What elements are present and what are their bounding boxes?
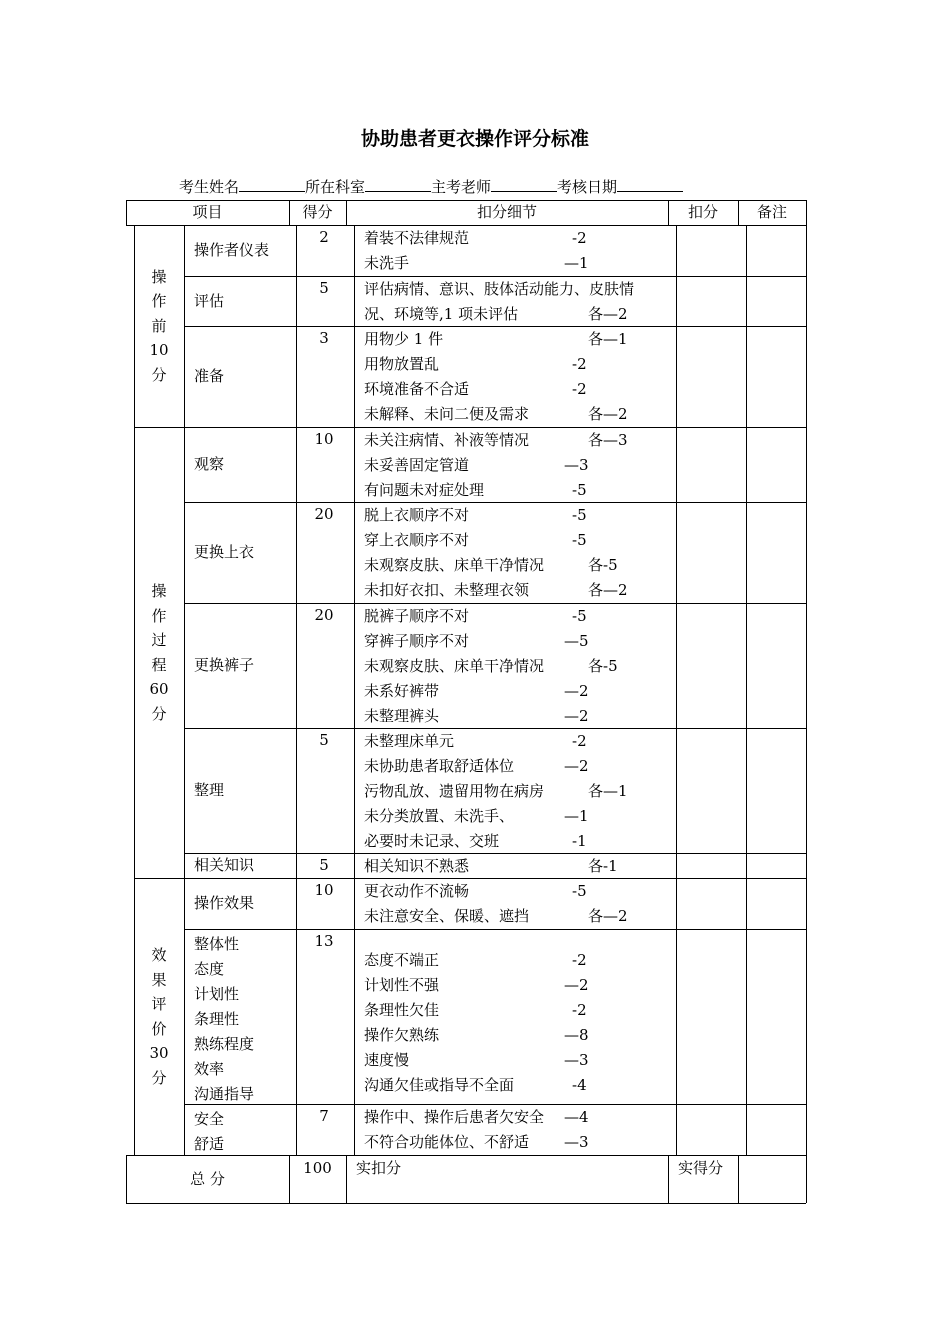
item-label: 熟练程度	[194, 1035, 255, 1053]
deduction-points: —2	[564, 757, 589, 775]
deduction-points: -1	[572, 832, 587, 850]
deduction-item	[364, 604, 587, 629]
deduction-item	[364, 854, 618, 879]
total-score: 100	[303, 1159, 332, 1177]
deduction-text: 未协助患者取舒适体位	[364, 757, 515, 775]
deduction-item	[364, 654, 618, 679]
item-label: 相关知识	[194, 856, 255, 874]
deduction-text: 沟通欠佳或指导不全面	[364, 1076, 515, 1094]
deduction-points: —2	[564, 707, 589, 725]
header-deduct: 扣分	[687, 203, 718, 221]
deduction-text: 必要时未记录、交班	[364, 832, 500, 850]
section-label-char: 分	[151, 1068, 167, 1087]
section-label-char: 操	[151, 267, 167, 286]
deduction-item	[364, 1023, 589, 1048]
name-blank	[239, 177, 305, 192]
row-divider	[184, 929, 806, 930]
deduction-points: -2	[572, 380, 587, 398]
item-label: 舒适	[194, 1135, 225, 1153]
section-label-char: 分	[151, 365, 167, 384]
footer-bottom-border	[126, 1203, 806, 1204]
deduction-points: -5	[572, 882, 587, 900]
item-score: 7	[319, 1107, 329, 1125]
item-label: 操作效果	[194, 894, 255, 912]
deduction-text: 穿上衣顺序不对	[364, 531, 470, 549]
section-label-char: 前	[151, 316, 167, 335]
deduction-item	[364, 503, 587, 528]
deduction-points: 各—2	[588, 405, 628, 423]
deduction-points: -5	[572, 531, 587, 549]
item-score: 5	[319, 856, 329, 874]
deduction-points: —5	[564, 632, 589, 650]
header-score: 得分	[302, 203, 333, 221]
deduction-points: —2	[564, 976, 589, 994]
deduction-points: -2	[572, 1001, 587, 1019]
deduction-points: -2	[572, 229, 587, 247]
deduction-points: 各-5	[588, 556, 618, 574]
deduction-text: 操作欠熟练	[364, 1026, 440, 1044]
deduction-points: -5	[572, 607, 587, 625]
date-label: 考核日期	[557, 178, 618, 196]
deduction-text: 未分类放置、未洗手、	[364, 807, 515, 825]
section-label-char: 30	[149, 1044, 169, 1062]
deduction-points: -2	[572, 355, 587, 373]
deduction-text: 脱上衣顺序不对	[364, 506, 470, 524]
body-column-line	[354, 225, 355, 1155]
item-score: 2	[319, 228, 329, 246]
deduction-points: -2	[572, 732, 587, 750]
item-label: 整理	[194, 781, 225, 799]
section-label-char: 价	[151, 1019, 167, 1038]
deduction-item	[364, 1073, 587, 1098]
deduction-points: -5	[572, 506, 587, 524]
deduction-text: 速度慢	[364, 1051, 410, 1069]
deduction-text: 未系好裤带	[364, 682, 440, 700]
section-label-char: 分	[151, 704, 167, 723]
deduction-item	[364, 804, 589, 829]
item-score: 3	[319, 329, 329, 347]
header-right-border	[806, 200, 807, 225]
deduction-item	[364, 302, 628, 327]
deduction-points: —8	[564, 1026, 589, 1044]
deduction-item	[364, 1105, 589, 1130]
deduction-item	[364, 779, 628, 804]
deduction-item	[364, 829, 587, 854]
deduction-text: 未观察皮肤、床单干净情况	[364, 556, 545, 574]
item-score: 5	[319, 731, 329, 749]
section-label-char: 作	[151, 292, 167, 311]
deduction-text: 未整理床单元	[364, 732, 455, 750]
name-label: 考生姓名	[179, 178, 240, 196]
deduction-points: -2	[572, 951, 587, 969]
deduction-text: 计划性不强	[364, 976, 440, 994]
deduction-item	[364, 402, 628, 427]
deduction-text: 环境准备不合适	[364, 380, 470, 398]
item-label: 更换裤子	[194, 656, 255, 674]
deduction-text: 用物少 1 件	[364, 330, 444, 348]
item-label: 评估	[194, 291, 225, 310]
deduction-text: 未整理裤头	[364, 707, 440, 725]
deduction-text: 有问题未对症处理	[364, 481, 485, 499]
deduction-item	[364, 528, 587, 553]
deduction-item	[364, 428, 628, 453]
deduction-text: 着装不法律规范	[364, 229, 470, 247]
deduction-points: —1	[564, 254, 589, 272]
section-label-char: 作	[151, 606, 167, 625]
section-label-char: 果	[151, 970, 167, 989]
deduction-text: 脱裤子顺序不对	[364, 607, 470, 625]
deduction-item	[364, 352, 587, 377]
deduction-points: 各—2	[588, 581, 628, 599]
deduction-points: 各—2	[588, 907, 628, 925]
section-label-char: 操	[151, 582, 167, 600]
deduction-item	[364, 754, 589, 779]
item-label: 计划性	[194, 985, 240, 1003]
section-label-char: 60	[149, 680, 169, 698]
deduction-points: —4	[564, 1108, 589, 1126]
body-column-line	[806, 225, 807, 1155]
deduction-points: -4	[572, 1076, 587, 1094]
item-score: 10	[314, 881, 334, 899]
deduction-text: 穿裤子顺序不对	[364, 632, 470, 650]
deduction-text: 况、环境等,1 项未评估	[364, 305, 519, 323]
body-column-line	[184, 225, 185, 1155]
deduction-points: -5	[572, 481, 587, 499]
deduction-item	[364, 879, 587, 904]
actual-deduct-label: 实扣分	[356, 1159, 402, 1177]
body-column-line	[134, 225, 135, 1155]
deduction-points: 各—3	[588, 431, 628, 449]
deduction-text: 未洗手	[364, 254, 410, 272]
deduction-item	[364, 1048, 589, 1073]
deduction-item	[364, 553, 618, 578]
deduction-text: 条理性欠佳	[364, 1001, 440, 1019]
deduction-points: 各—1	[588, 782, 628, 800]
deduction-item	[364, 998, 587, 1023]
dept-blank	[365, 177, 431, 192]
deduction-item	[364, 629, 589, 654]
deduction-item	[364, 478, 587, 503]
deduction-points: —3	[564, 456, 589, 474]
body-column-line	[676, 225, 677, 1155]
deduction-item	[364, 453, 589, 478]
body-column-line	[746, 225, 747, 1155]
section-label-char: 效	[151, 946, 167, 964]
section-label-char: 10	[149, 341, 169, 360]
deduction-item	[364, 327, 628, 352]
deduction-text: 态度不端正	[364, 951, 440, 969]
deduction-text: 不符合功能体位、不舒适	[364, 1133, 530, 1151]
row-divider	[184, 603, 806, 604]
deduction-text: 未注意安全、保暖、遮挡	[364, 907, 530, 925]
section-label-char: 程	[151, 655, 167, 674]
deduction-text: 未妥善固定管道	[364, 456, 470, 474]
deduction-item	[364, 679, 589, 704]
deduction-item	[364, 729, 587, 754]
date-blank	[617, 177, 683, 192]
item-score: 5	[319, 279, 329, 297]
deduction-points: 各—2	[588, 305, 628, 323]
item-label: 更换上衣	[194, 543, 255, 561]
deduction-item	[364, 704, 589, 729]
footer-divider	[738, 1155, 739, 1203]
dept-label: 所在科室	[305, 178, 366, 196]
examiner-label: 主考老师	[431, 178, 492, 196]
deduction-text: 更衣动作不流畅	[364, 882, 470, 900]
deduction-text: 评估病情、意识、肢体活动能力、皮肤情	[364, 280, 635, 298]
deduction-points: 各-5	[588, 657, 618, 675]
item-label: 沟通指导	[194, 1085, 255, 1103]
deduction-text: 未关注病情、补液等情况	[364, 431, 530, 449]
deduction-item	[364, 226, 587, 251]
item-score: 13	[314, 932, 334, 950]
item-label: 条理性	[194, 1010, 240, 1028]
total-label: 总 分	[190, 1170, 225, 1188]
deduction-item	[364, 277, 634, 302]
section-divider	[134, 878, 806, 879]
deduction-item	[364, 578, 628, 603]
item-label: 安全	[194, 1110, 225, 1128]
deduction-item	[364, 973, 589, 998]
item-label: 态度	[194, 960, 225, 978]
deduction-points: —1	[564, 807, 589, 825]
header-remarks: 备注	[756, 203, 787, 221]
deduction-points: —3	[564, 1133, 589, 1151]
deduction-text: 未观察皮肤、床单干净情况	[364, 657, 545, 675]
examiner-blank	[491, 177, 557, 192]
deduction-text: 用物放置乱	[364, 355, 440, 373]
deduction-points: —2	[564, 682, 589, 700]
header-item: 项目	[192, 203, 223, 221]
deduction-item	[364, 251, 589, 276]
deduction-points: 各-1	[588, 857, 618, 875]
deduction-points: 各—1	[588, 330, 628, 348]
item-score: 20	[314, 505, 334, 523]
item-label: 效率	[194, 1060, 225, 1078]
deduction-text: 相关知识不熟悉	[364, 857, 470, 875]
row-divider	[184, 728, 806, 729]
deduction-text: 未解释、未问二便及需求	[364, 405, 530, 423]
deduction-item	[364, 948, 587, 973]
header-details: 扣分细节	[476, 203, 537, 221]
footer-divider	[668, 1155, 669, 1203]
deduction-item	[364, 377, 587, 402]
item-label: 整体性	[194, 935, 240, 953]
deduction-text: 未扣好衣扣、未整理衣领	[364, 581, 530, 599]
item-label: 准备	[194, 367, 225, 385]
body-column-line	[296, 225, 297, 1155]
footer-divider	[346, 1155, 347, 1203]
examinee-info-line	[179, 176, 683, 197]
actual-score-label: 实得分	[678, 1159, 724, 1177]
row-divider	[184, 502, 806, 503]
footer-divider	[806, 1155, 807, 1203]
deduction-points: —3	[564, 1051, 589, 1069]
deduction-text: 污物乱放、遗留用物在病房	[364, 782, 545, 800]
item-label: 观察	[194, 455, 225, 473]
item-score: 10	[314, 430, 334, 448]
section-label-char: 过	[151, 631, 167, 649]
deduction-text: 操作中、操作后患者欠安全	[364, 1108, 545, 1126]
item-score: 20	[314, 606, 334, 624]
deduction-item	[364, 1130, 589, 1155]
item-label: 操作者仪表	[194, 241, 270, 259]
section-label-char: 评	[151, 995, 167, 1013]
page-title: 协助患者更衣操作评分标准	[360, 128, 589, 150]
deduction-item	[364, 904, 628, 929]
